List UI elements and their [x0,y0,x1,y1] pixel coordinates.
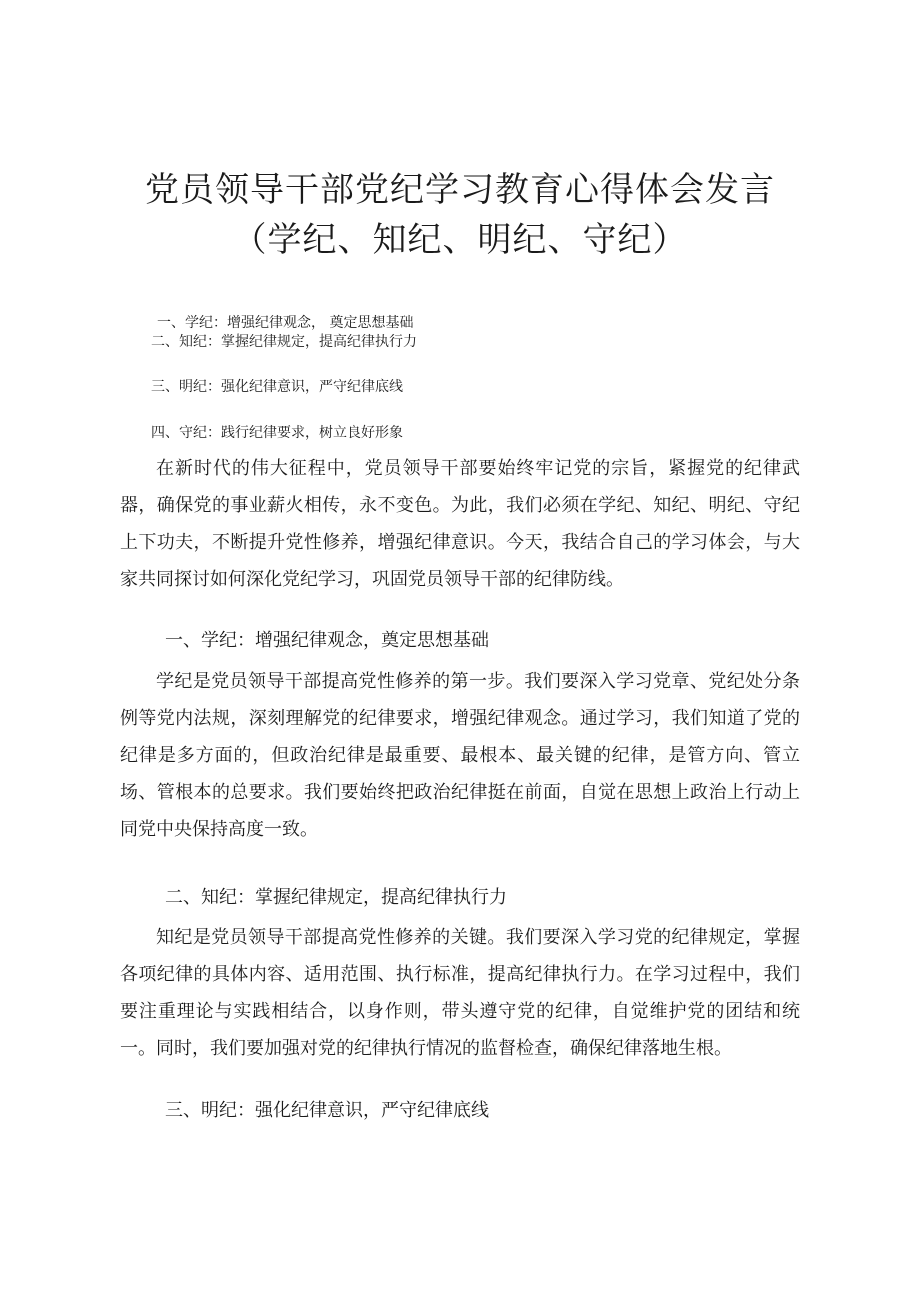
section-body-1: 学纪是党员领导干部提高党性修养的第一步。我们要深入学习党章、党纪处分条例等党内法规，深刻理解党的纪律要求，增强纪律观念。通过学习，我们知道了党的纪律是多方面的，但政治纪律是最重要、最根本、最关键的纪律，是管方向、管立场、管根本的总要求。我们要始终把政治纪律挺在前面，自觉在思想上政治上行动上同党中央保持高度一致。 [120,671,800,840]
toc-item-4: 四、守纪：践行纪律要求，树立良好形象 [151,425,403,441]
section-heading-1: 一、学纪：增强纪律观念，奠定思想基础 [165,630,489,651]
document-subtitle: （学纪、知纪、明纪、守纪） [232,220,688,260]
document-title: 党员领导干部党纪学习教育心得体会发言 [145,170,775,210]
section-heading-2: 二、知纪：掌握纪律规定，提高纪律执行力 [165,887,507,908]
intro-paragraph: 在新时代的伟大征程中，党员领导干部要始终牢记党的宗旨，紧握党的纪律武器，确保党的事业薪火相传，永不变色。为此，我们必须在学纪、知纪、明纪、守纪上下功夫，不断提升党性修养，增强纪律意识。今天，我结合自己的学习体会，与大家共同探讨如何深化党纪学习，巩固党员领导干部的纪律防线。 [120,458,800,590]
toc-item-3: 三、明纪：强化纪律意识，严守纪律底线 [151,379,403,395]
toc-item-2: 二、知纪：掌握纪律规定，提高纪律执行力 [151,334,417,350]
section-heading-3: 三、明纪：强化纪律意识，严守纪律底线 [165,1100,489,1121]
section-body-2: 知纪是党员领导干部提高党性修养的关键。我们要深入学习党的纪律规定，掌握各项纪律的具体内容、适用范围、执行标准，提高纪律执行力。在学习过程中，我们要注重理论与实践相结合，以身作则，带头遵守党的纪律，自觉维护党的团结和统一。同时，我们要加强对党的纪律执行情况的监督检查，确保纪律落地生根。 [120,927,800,1059]
toc-item-1: 一、学纪：增强纪律观念， 奠定思想基础 [157,315,414,331]
